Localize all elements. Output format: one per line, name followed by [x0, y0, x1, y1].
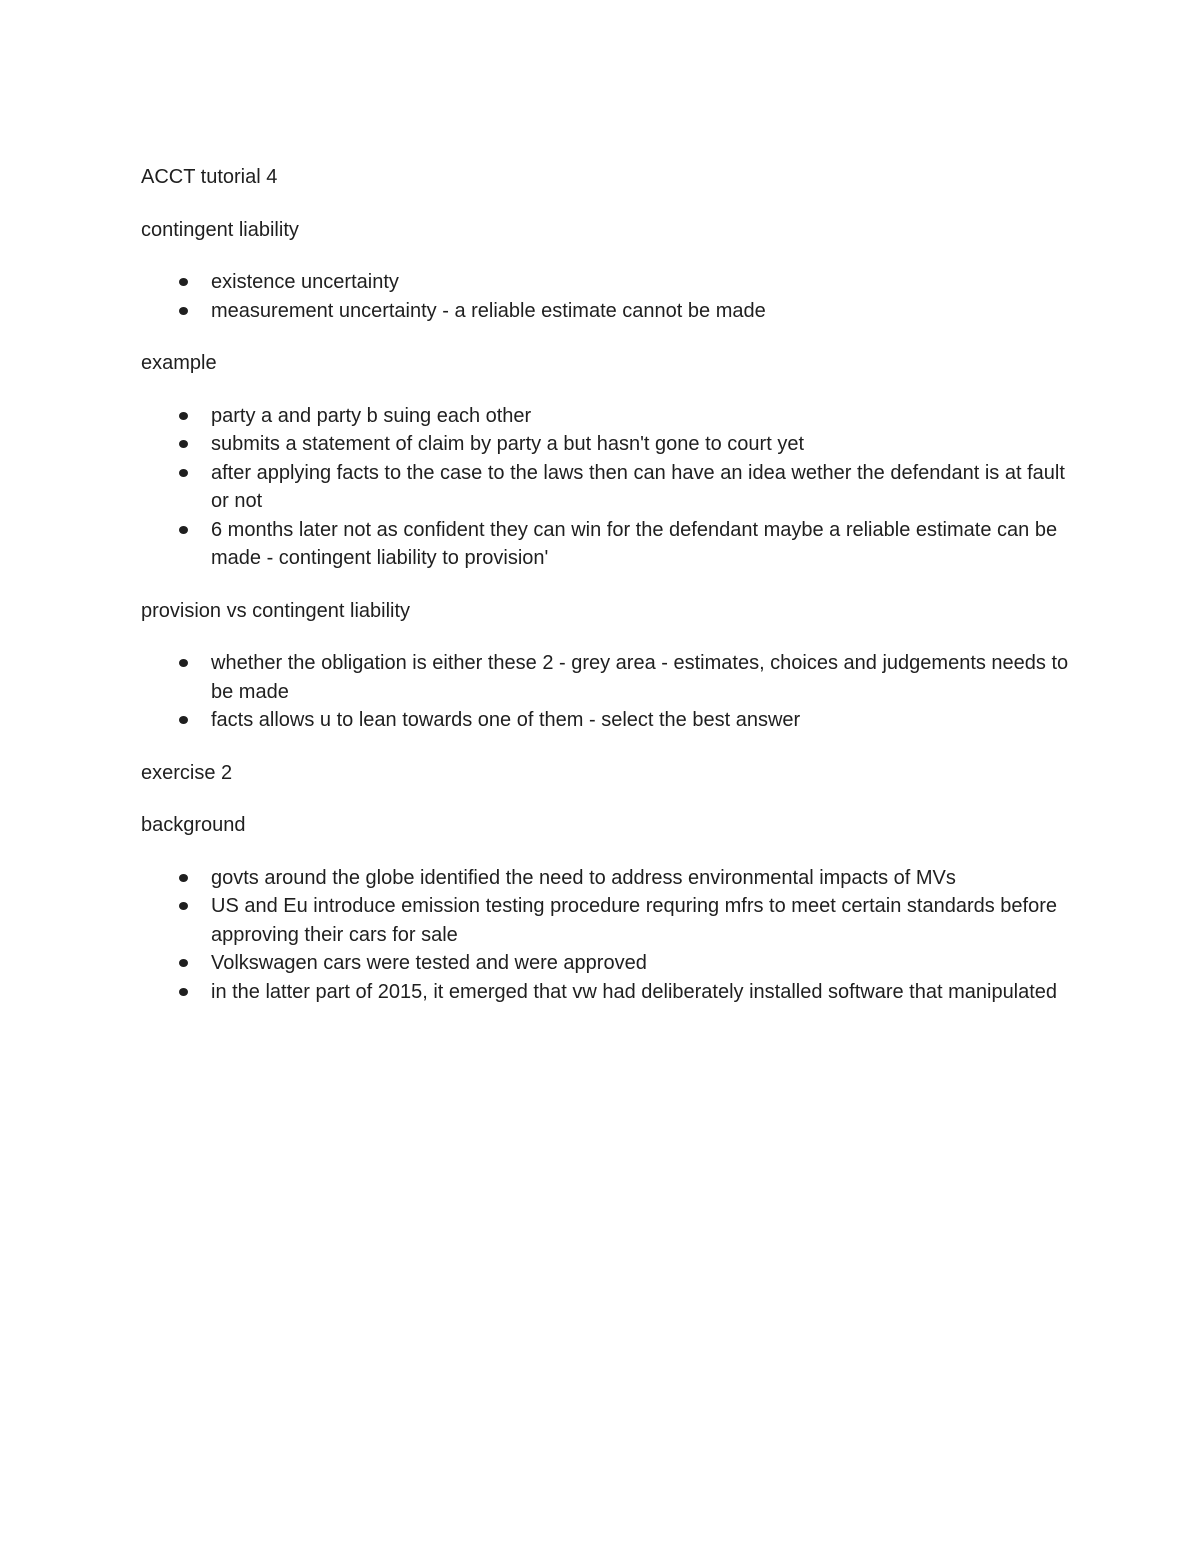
- list-item: [141, 459, 1071, 516]
- list-item-text: whether the obligation is either these 2 - grey area - estimates, choices and judgements needs to be made: [211, 652, 1069, 703]
- bullet-dot-icon: [179, 902, 188, 910]
- document-body: [141, 163, 1071, 1030]
- bullet-dot-icon: [179, 469, 188, 477]
- bullet-dot-icon: [179, 278, 188, 286]
- section-heading-provision-vs-contingent-liability: provision vs contingent liability: [141, 599, 411, 622]
- section-heading-background: background: [141, 814, 246, 836]
- section-heading-exercise-2: exercise 2: [141, 761, 233, 784]
- list-item-text: party a and party b suing each other: [211, 404, 532, 427]
- bullet-list-provision-vs-contingent-liability: [141, 649, 1071, 735]
- bullet-dot-icon: [179, 988, 188, 996]
- list-item-text: in the latter part of 2015, it emerged that vw had deliberately installed software that manipulated: [211, 980, 1058, 1003]
- bullet-dot-icon: [179, 307, 188, 315]
- list-item: [141, 516, 1071, 573]
- section-heading-example: example: [141, 352, 217, 374]
- list-item-text: govts around the globe identified the need to address environmental impacts of MVs: [211, 866, 956, 889]
- list-item: [141, 297, 1071, 326]
- bullet-dot-icon: [179, 716, 188, 724]
- list-item: [141, 402, 1071, 431]
- list-item-text: facts allows u to lean towards one of them - select the best answer: [211, 709, 801, 731]
- bullet-list-contingent-liability: [141, 268, 1071, 325]
- list-item-text: 6 months later not as confident they can win for the defendant maybe a reliable estimate can be made - contingent liability to provision': [211, 518, 1058, 569]
- list-item: [141, 892, 1071, 949]
- list-item-text: after applying facts to the case to the laws then can have an idea wether the defendant is at fault or not: [211, 461, 1065, 512]
- list-item: [141, 649, 1071, 706]
- bullet-list-example: [141, 402, 1071, 573]
- list-item: [141, 949, 1071, 978]
- list-item: [141, 864, 1071, 893]
- bullet-dot-icon: [179, 659, 188, 667]
- list-item-text: submits a statement of claim by party a but hasn't gone to court yet: [211, 433, 805, 455]
- section-heading-contingent-liability: contingent liability: [141, 218, 299, 241]
- bullet-dot-icon: [179, 412, 188, 420]
- list-item-text: existence uncertainty: [211, 271, 399, 293]
- document-title: ACCT tutorial 4: [141, 166, 278, 188]
- bullet-dot-icon: [179, 959, 188, 967]
- list-item-text: measurement uncertainty - a reliable estimate cannot be made: [211, 299, 766, 322]
- bullet-list-background: [141, 864, 1071, 1007]
- list-item: [141, 978, 1071, 1007]
- list-item: [141, 430, 1071, 459]
- bullet-dot-icon: [179, 440, 188, 448]
- bullet-dot-icon: [179, 874, 188, 882]
- list-item: [141, 268, 1071, 297]
- list-item-text: US and Eu introduce emission testing procedure requring mfrs to meet certain standards before approving their cars for sale: [211, 895, 1057, 946]
- list-item: [141, 706, 1071, 735]
- bullet-dot-icon: [179, 526, 188, 534]
- list-item-text: Volkswagen cars were tested and were approved: [211, 952, 647, 974]
